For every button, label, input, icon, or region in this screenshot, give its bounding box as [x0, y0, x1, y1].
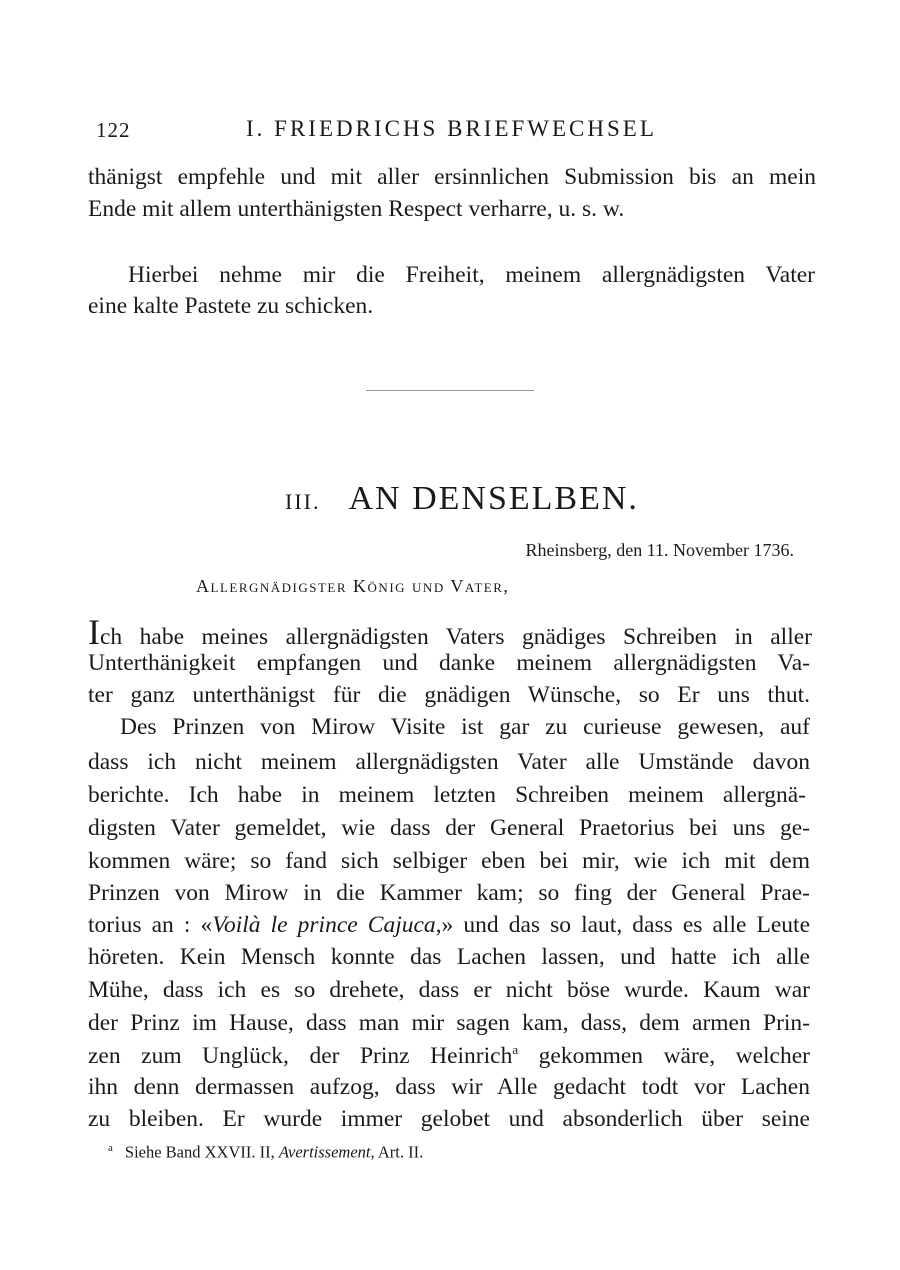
body-line-10	[88, 912, 810, 939]
postscript-line-2: eine kalte Pastete zu schicken.	[88, 293, 374, 319]
body-line-15: ihn denn dermassen aufzog, dass wir Alle gedacht todt vor Lachen	[88, 1074, 810, 1100]
quote-before: torius an : «	[88, 912, 213, 938]
page-number: 122	[96, 118, 131, 142]
footnote-marker: a	[108, 1142, 113, 1154]
section-number: III.	[285, 489, 321, 514]
body-line-9: Prinzen von Mirow in die Kammer kam; so fing der General Prae-	[88, 880, 810, 906]
footnote-italic: Avertissement	[278, 1142, 371, 1162]
body-line-1	[88, 614, 812, 651]
running-header	[96, 116, 696, 146]
body-line-12: Mühe, dass ich es so drehete, dass er nicht böse wurde. Kaum war	[88, 977, 810, 1003]
body-line-7: digsten Vater gemeldet, wie dass der General Praetorius bei uns ge-	[88, 815, 810, 841]
body-line-13: der Prinz im Hause, dass man mir sagen kam, dass, dem armen Prin-	[88, 1010, 810, 1036]
body-line-11: höreten. Kein Mensch konnte das Lachen lassen, und hatte ich alle	[88, 944, 810, 970]
body-line-2: Unterthänigkeit empfangen und danke meinem allergnädigsten Va-	[88, 650, 810, 676]
letter-salutation: Allergnädigster König und Vater,	[196, 576, 510, 596]
footnote	[108, 1142, 423, 1163]
section-divider	[366, 390, 534, 391]
body-line-6: berichte. Ich habe in meinem letzten Schreiben meinem allergnä-	[88, 782, 806, 808]
letter-dateline: Rheinsberg, den 11. November 1736.	[525, 540, 794, 560]
first-line-text: ch habe meines allergnädigsten Vaters gnädiges Schreiben in aller	[100, 624, 812, 650]
quote-after: » und das so laut, dass es alle Leute	[441, 912, 810, 938]
ref-after: gekommen wäre, welcher	[518, 1042, 810, 1069]
footnote-text-before: Siehe Band XXVII. II,	[124, 1142, 279, 1162]
running-title: I. FRIEDRICHS BRIEFWECHSEL	[246, 116, 657, 141]
footnote-text-after: , Art. II.	[370, 1142, 424, 1162]
body-line-5: dass ich nicht meinem allergnädigsten Vater alle Umstände davon	[88, 749, 810, 775]
body-line-4: Des Prinzen von Mirow Visite ist gar zu curieuse gewesen, auf	[120, 714, 810, 740]
body-line-8: kommen wäre; so fand sich selbiger eben bei mir, wie ich mit dem	[88, 848, 810, 874]
section-heading	[285, 480, 639, 518]
footnote-reference: a	[512, 1042, 519, 1057]
closing-line-2: Ende mit allem unterthänigsten Respect verharre, u. s. w.	[88, 196, 625, 222]
section-title: AN DENSELBEN.	[348, 480, 639, 517]
drop-initial: I	[88, 612, 100, 652]
body-line-16: zu bleiben. Er wurde immer gelobet und absonderlich über seine	[88, 1106, 810, 1132]
postscript-line-1: Hierbei nehme mir die Freiheit, meinem allergnädigsten Vater	[128, 262, 815, 288]
closing-line-1: thänigst empfehle und mit aller ersinnlichen Submission bis an mein	[88, 164, 816, 190]
body-line-14	[88, 1042, 810, 1070]
french-quote: Voilà le prince Cajuca,	[212, 912, 442, 938]
ref-before: zen zum Unglück, der Prinz Heinrich	[88, 1042, 513, 1069]
body-line-3: ter ganz unterthänigst für die gnädigen Wünsche, so Er uns thut.	[88, 682, 810, 708]
